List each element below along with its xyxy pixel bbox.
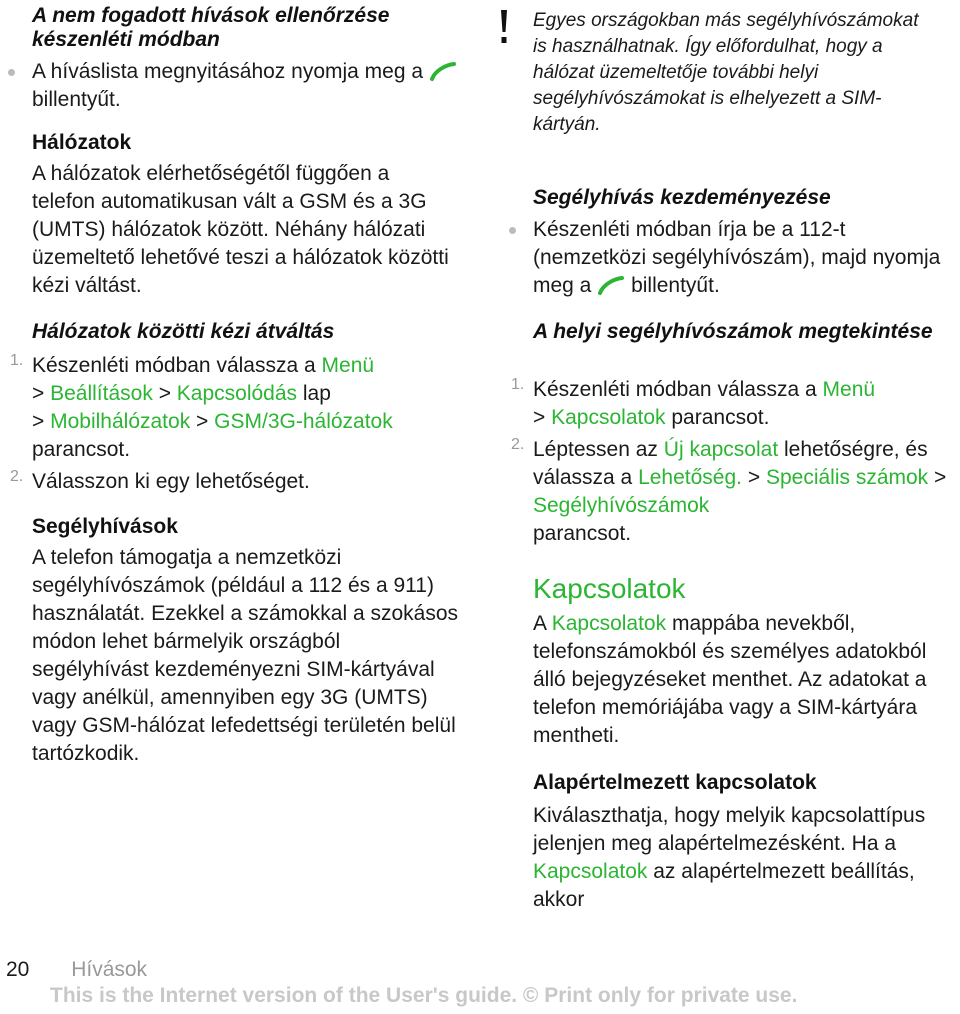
emergency-call-bullet — [533, 216, 953, 300]
settings-link[interactable]: Beállítások — [50, 382, 153, 405]
separator: > — [747, 466, 761, 489]
paragraph-text: A — [533, 612, 546, 635]
phone-handset-icon — [597, 275, 625, 297]
bullet-text: Készenléti módban írja be a 112-t (nemzetközi segélyhívószám), majd nyomja meg a — [533, 218, 941, 297]
make-emergency-call-heading: Segélyhívás kezdeményezése — [533, 186, 831, 209]
local-numbers-step-2 — [511, 436, 953, 548]
exclamation-icon — [499, 10, 509, 44]
step-text-end: parancsot. — [32, 438, 131, 461]
mobile-networks-link[interactable]: Mobilhálózatok — [50, 410, 191, 433]
contacts-link[interactable]: Kapcsolatok — [551, 406, 666, 429]
default-contacts-paragraph — [533, 802, 953, 914]
separator: > — [934, 466, 947, 489]
step-text: Léptessen az — [533, 438, 658, 461]
separator: > — [196, 410, 209, 433]
contacts-link[interactable]: Kapcsolatok — [533, 860, 648, 883]
section-name: Hívások — [71, 958, 148, 981]
step-number: 2. — [511, 436, 525, 453]
contacts-paragraph — [533, 610, 953, 750]
bullet-text-end: billentyűt. — [32, 88, 121, 111]
special-numbers-link[interactable]: Speciális számok — [765, 466, 929, 489]
networks-paragraph: A hálózatok elérhetőségétől függően a telefon automatikusan vált a GSM és a 3G (UMTS) hálózatok között. Néhány hálózati üzemeltető lehetővé teszi a hálózatok közötti kézi váltást. — [32, 162, 449, 297]
manual-switch-heading: Hálózatok közötti kézi átváltás — [32, 320, 335, 343]
step-text-end: parancsot. — [533, 522, 632, 545]
local-numbers-step-1 — [511, 376, 953, 432]
page-number: 20 — [6, 958, 30, 981]
bullet-icon — [8, 69, 15, 76]
missed-calls-heading: A nem fogadott hívások ellenőrzése készenléti módban — [32, 4, 390, 51]
default-contacts-heading: Alapértelmezett kapcsolatok — [533, 771, 817, 794]
separator: > — [158, 382, 171, 405]
step-text: Készenléti módban válassza a — [533, 378, 817, 401]
step-text: Készenléti módban válassza a — [32, 354, 316, 377]
separator: > — [32, 382, 45, 405]
disclaimer-text: This is the Internet version of the User's guide. © Print only for private use. — [50, 984, 798, 1007]
bullet-text-end: billentyűt. — [631, 274, 720, 297]
connectivity-link[interactable]: Kapcsolódás — [176, 382, 298, 405]
menu-link[interactable]: Menü — [822, 378, 876, 401]
bullet-text: A híváslista megnyitásához nyomja meg a — [32, 60, 424, 83]
step-number: 1. — [10, 352, 24, 369]
phone-handset-icon — [429, 61, 457, 83]
contacts-link[interactable]: Kapcsolatok — [551, 612, 667, 635]
step-text: Válasszon ki egy lehetőséget. — [32, 470, 310, 493]
emergency-numbers-link[interactable]: Segélyhívószámok — [533, 494, 710, 517]
contacts-section-title: Kapcsolatok — [533, 573, 686, 604]
local-emergency-numbers-heading: A helyi segélyhívószámok megtekintése — [533, 320, 933, 343]
menu-link[interactable]: Menü — [321, 354, 375, 377]
emergency-calls-paragraph: A telefon támogatja a nemzetközi segélyhívószámok (például a 112 és a 911) használatát. Ezekkel a számokkal a szokásos módon lehet bármelyik országból segélyhívást kezdeményezni SIM-kártyával vagy anélkül, amennyiben egy 3G (UMTS) vagy GSM-hálózat lefedettségi területén belül tartózkodik. — [32, 546, 459, 765]
step-text-end: parancsot. — [671, 406, 770, 429]
note-text: Egyes országokban más segélyhívószámokat is használhatnak. Így előfordulhat, hogy a hálózat üzemeltetője további helyi segélyhívószámokat is elhelyezett a SIM-kártyán. — [533, 10, 919, 135]
paragraph-text: Kiválaszthatja, hogy melyik kapcsolattípus jelenjen meg alapértelmezésként. Ha a — [533, 804, 926, 855]
emergency-calls-heading: Segélyhívások — [32, 515, 178, 538]
networks-heading: Hálózatok — [32, 131, 132, 154]
step-text: lap — [302, 382, 331, 405]
options-link[interactable]: Lehetőség. — [638, 466, 742, 489]
new-contact-link[interactable]: Új kapcsolat — [663, 438, 779, 461]
paragraph-text: mappába nevekből, telefonszámokból és személyes adatokból álló bejegyzéseket menthet. Az adatokat a telefon memóriájába vagy a SIM-kártyára mentheti. — [533, 612, 927, 747]
page-footer — [6, 958, 147, 982]
gsm-3g-networks-link[interactable]: GSM/3G-hálózatok — [214, 410, 393, 433]
bullet-icon — [509, 227, 516, 234]
step-number: 2. — [10, 468, 24, 485]
step-text: lehetőségre, és válassza a — [533, 438, 928, 489]
separator: > — [32, 410, 45, 433]
missed-calls-bullet — [32, 58, 472, 114]
paragraph-text: az alapértelmezett beállítás, akkor — [533, 860, 915, 911]
separator: > — [533, 406, 546, 429]
manual-switch-step-2 — [10, 468, 462, 496]
manual-switch-step-1 — [10, 352, 462, 464]
step-number: 1. — [511, 376, 525, 393]
